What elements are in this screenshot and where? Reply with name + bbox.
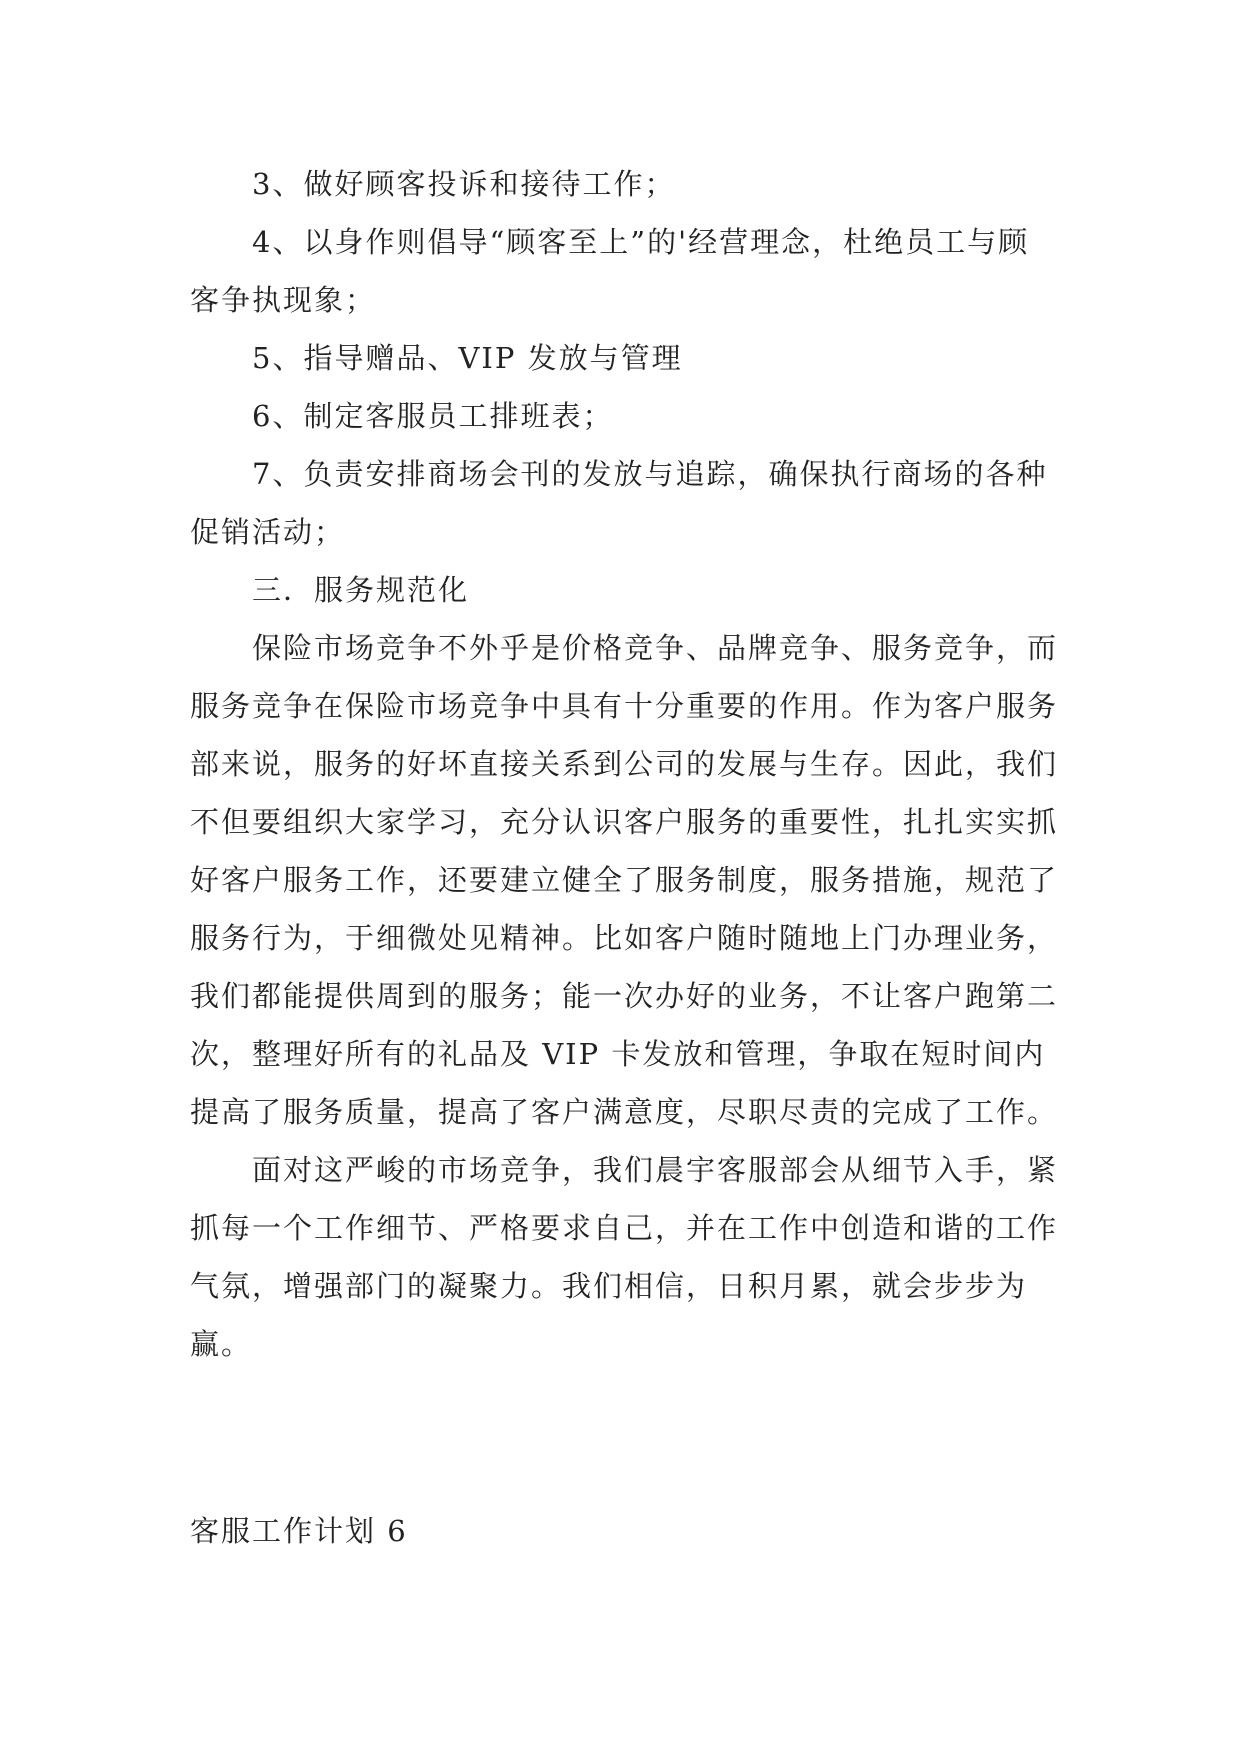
list-item: 7、负责安排商场会刊的发放与追踪，确保执行商场的各种促销活动； <box>190 457 1048 549</box>
document-body <box>190 155 1060 1373</box>
body-paragraph: 面对这严峻的市场竞争，我们晨宇客服部会从细节入手，紧抓每一个工作细节、严格要求自己，并在工作中创造和谐的工作气氛，增强部门的凝聚力。我们相信，日积月累，就会步步为赢。 <box>190 1153 1059 1361</box>
list-item: 6、制定客服员工排班表； <box>252 399 614 433</box>
next-section-title: 客服工作计划 6 <box>190 1514 408 1548</box>
section-heading: 三．服务规范化 <box>252 573 470 607</box>
list-item: 4、以身作则倡导“顾客至上”的'经营理念，杜绝员工与顾客争执现象； <box>190 225 1030 317</box>
list-item: 5、指导赠品、VIP 发放与管理 <box>252 341 683 375</box>
body-paragraph: 保险市场竞争不外乎是价格竞争、品牌竞争、服务竞争，而服务竞争在保险市场竞争中具有十分重要的作用。作为客户服务部来说，服务的好坏直接关系到公司的发展与生存。因此，我们不但要组织大家学习，充分认识客户服务的重要性，扎扎实实抓好客户服务工作，还要建立健全了服务制度，服务措施，规范了服务行为，于细微处见精神。比如客户随时随地上门办理业务，我们都能提供周到的服务；能一次办好的业务，不让客户跑第二次，整理好所有的礼品及 VIP 卡发放和管理，争取在短时间内提高了服务质量，提高了客户满意度，尽职尽责的完成了工作。 <box>190 631 1059 1129</box>
list-item: 3、做好顾客投诉和接待工作； <box>252 167 676 201</box>
